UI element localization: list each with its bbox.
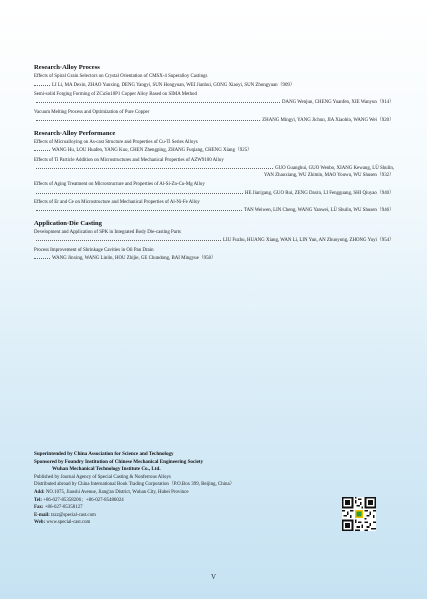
entry-title: Effects of Ti Particle Addition on Microstructures and Mechanical Properties of AZW9100 Alloy	[34, 157, 224, 163]
leader-dots	[36, 206, 242, 211]
tel-line	[34, 497, 334, 505]
entry-title: Development and Application of SPK in Integrated Body Die-casting Parts	[34, 229, 181, 235]
entry-authors: ZHANG Mingyi, YANG Jichun, JIA Xiaobin, WANG Wei（920）	[262, 118, 394, 124]
entry-authors: HE Jian'gang, GUO Rui, ZENG Daxin, LI Fengguang, SHI Qiuyao（940）	[244, 190, 394, 196]
section-heading: Research·Alloy Performance	[34, 129, 116, 137]
leader-dots	[36, 116, 260, 121]
entry-authors: TAN Weiwen, LIN Cheng, WANG Yanwei, LÜ Shulin, WU Shusen（946）	[244, 208, 394, 214]
published-line: Published by Journal Agency of Special Casting & Nonferrous Alloys	[34, 474, 171, 480]
sponsored-line: Sponsored by Foundry Institution of Chinese Mechanical Engineering Society	[34, 458, 204, 465]
leader-dots	[36, 189, 243, 194]
toc-entry[interactable]	[34, 74, 394, 89]
fax-line	[34, 504, 334, 512]
toc-entry[interactable]	[34, 110, 394, 125]
leader-dots	[34, 146, 50, 151]
email-label: E-mail:	[34, 512, 50, 518]
web-line	[34, 519, 334, 527]
fax-value: +86-027-85358127	[44, 505, 83, 511]
web-label: Web:	[34, 520, 46, 526]
table-of-contents	[34, 64, 394, 265]
sponsored-line-2: Wuhan Mechanical Technology Institute Co., Ltd.	[52, 466, 161, 473]
entry-authors-continued: YAN Zhaoxiang, WU Zhimin, MAO Youwu, WU Shusen（932）	[263, 172, 394, 178]
page-number: V	[210, 573, 217, 581]
toc-entry[interactable]	[34, 248, 394, 263]
section-heading: Application·Die Casting	[34, 219, 102, 227]
superintended-line: Superintended by China Association for Science and Technology	[34, 451, 174, 457]
toc-entry[interactable]	[34, 200, 394, 215]
toc-entry[interactable]	[34, 182, 394, 197]
fax-label: Fax:	[34, 505, 44, 511]
entry-title: Effects of Aging Treatment on Microstructure and Properties of Al-Si-Zn-Cu-Mg Alloy	[34, 181, 205, 187]
entry-title: Semi-solid Forging Forming of ZCuSn10P1 Copper Alloy Based on SIMA Method	[34, 91, 197, 97]
entry-title: Vacuum Melting Process and Optimization of Pure Copper	[34, 109, 150, 115]
entry-authors: GUO Guanghui, GUO Wenbo, XIANG Kewang, LÜ Shulin,	[275, 166, 394, 172]
entry-authors: LI Li, MA Dexin, ZHAO Yunxing, DENG Yangyi, SUN Hongyuan, WEI Jianhui, GONG Xiaoyi, SUN Zhongyuan（909）	[52, 82, 295, 88]
entry-title: Process Improvement of Shrinkage Cavities in Oil Pan Drain	[34, 247, 154, 253]
leader-dots	[34, 81, 50, 86]
leader-dots	[36, 236, 221, 241]
entry-title: Effects of Microalloying on As-cast Structure and Properties of Cu-Ti Series Alloys	[34, 139, 198, 145]
entry-title: Effects of Spiral Grain Selectors on Crystal Orientation of CMSX-4 Superalloy Castings	[34, 74, 208, 79]
leader-dots	[36, 98, 280, 103]
publication-info	[34, 451, 334, 527]
qr-code-icon[interactable]	[342, 497, 376, 531]
entry-authors: WANG Hu, LOU Huafen, YANG Kuo, CHEN Zhengping, ZHANG Fuqiang, CHENG Xiang（925）	[52, 148, 253, 154]
tel-label: Tel:	[34, 497, 42, 503]
entry-authors: LIU Fuzhu, HUANG Xiang, WAN Li, LIN Yun, AN Zhuoyong, ZHONG Yuyi（954）	[223, 238, 394, 244]
distributed-line: Distributed abroad by China International Book Trading Corporation（P.O.Box 399, Beijing, China）	[34, 482, 235, 488]
address-line	[34, 489, 334, 497]
tel-value: +86-027-85358206；+86-027-85486024	[43, 497, 124, 503]
section-heading: Research·Alloy Process	[34, 64, 100, 71]
toc-entry[interactable]	[34, 140, 394, 155]
leader-dots	[34, 254, 50, 259]
email-line	[34, 512, 334, 520]
toc-entry[interactable]	[34, 158, 394, 180]
leader-dots	[36, 164, 273, 169]
entry-title: Effects of Er and Ce on Microstructure and Mechanical Properties of Al-Ni-Fe Alloy	[34, 199, 200, 205]
toc-entry[interactable]	[34, 92, 394, 107]
entry-authors: WANG Jinxing, WANG Linlin, HOU Zhijie, GE Chundong, BAI Mingyue（958）	[52, 256, 216, 262]
email-value[interactable]: tzzz@special-cast.com	[51, 512, 96, 518]
toc-entry[interactable]	[34, 230, 394, 245]
address-value: NO.1075, Jiaoshi Avenue, Jiang'an District, Wuhan City, Hubei Province	[45, 489, 189, 495]
entry-authors: DANG Wenjun, CHENG Yuanfen, XIE Wanyun（914）	[282, 100, 394, 106]
web-value[interactable]: www.special-cast.com	[46, 520, 91, 526]
address-label: Add:	[34, 489, 45, 495]
